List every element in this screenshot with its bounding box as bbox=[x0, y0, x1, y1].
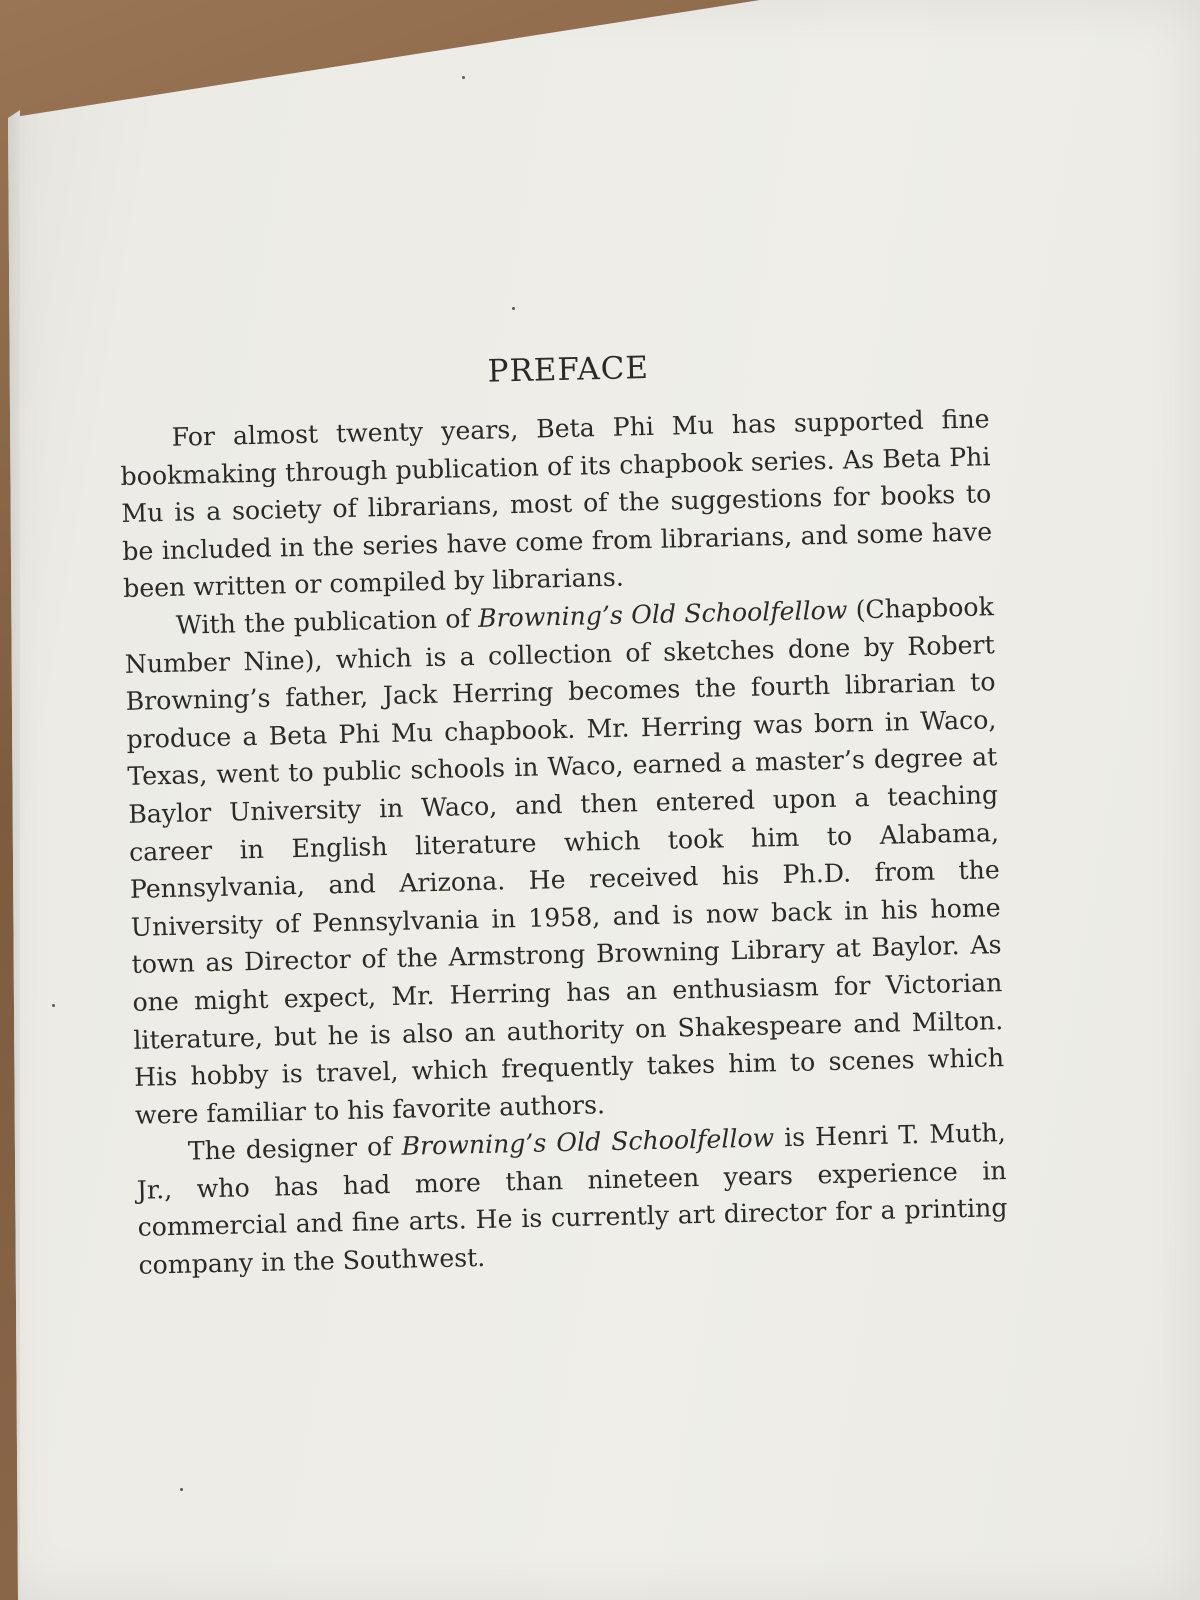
paper-speck bbox=[512, 307, 515, 310]
paragraph-1-text: For almost twenty years, Beta Phi Mu has supported fine bookmaking through publication of its chapbook series. As Beta Phi Mu is a society of librarians, most of the suggestions for books to be included in the series have come from librarians, and some have been written or compiled by librarians. bbox=[120, 404, 993, 604]
paragraph-3 bbox=[136, 1114, 1009, 1284]
paragraph-2 bbox=[124, 588, 1006, 1134]
page-gutter bbox=[0, 110, 20, 1600]
preface-text-block bbox=[118, 342, 1009, 1284]
book-title-italic: Browning’s Old Schoolfellow bbox=[401, 1123, 775, 1162]
paper-speck bbox=[52, 1004, 55, 1007]
paragraph-3-text-a: The designer of bbox=[187, 1132, 402, 1166]
page-title: PREFACE bbox=[487, 349, 650, 390]
paragraph-2-text-b: (Chapbook Number Nine), which is a collection of sketches done by Robert Browning’s father, Jack Herring becomes the fourth librarian to produce a Beta Phi Mu chapbook. Mr. Herring was born in Waco, Texas, went to public schools in Waco, earned a master’s degree at Baylor University in Waco, and then entered upon a teaching career in English literature which took him to Alabama, Pennsylvania, and Arizona. He received his Ph.D. from the University of Pennsylvania in 1958, and is now back in his home town as Director of the Armstrong Browning Library at Baylor. As one might expect, Mr. Herring has an enthusiasm for Victorian literature, but he is also an authority on Shakespeare and Milton. His hobby is travel, which frequently takes him to scenes which were familiar to his favorite authors. bbox=[124, 592, 1005, 1130]
book-title-italic: Browning’s Old Schoolfellow bbox=[477, 595, 848, 633]
paragraph-1 bbox=[119, 400, 993, 608]
paragraph-3-text-b: is Henri T. Muth, Jr., who has had more than nineteen years experience in commercial and fine arts. He is currently art director for a printing company in the Southwest. bbox=[136, 1118, 1008, 1280]
paragraph-2-text-a: With the publication of bbox=[175, 603, 479, 640]
paper-speck bbox=[180, 1488, 183, 1491]
paper-speck bbox=[462, 76, 465, 79]
